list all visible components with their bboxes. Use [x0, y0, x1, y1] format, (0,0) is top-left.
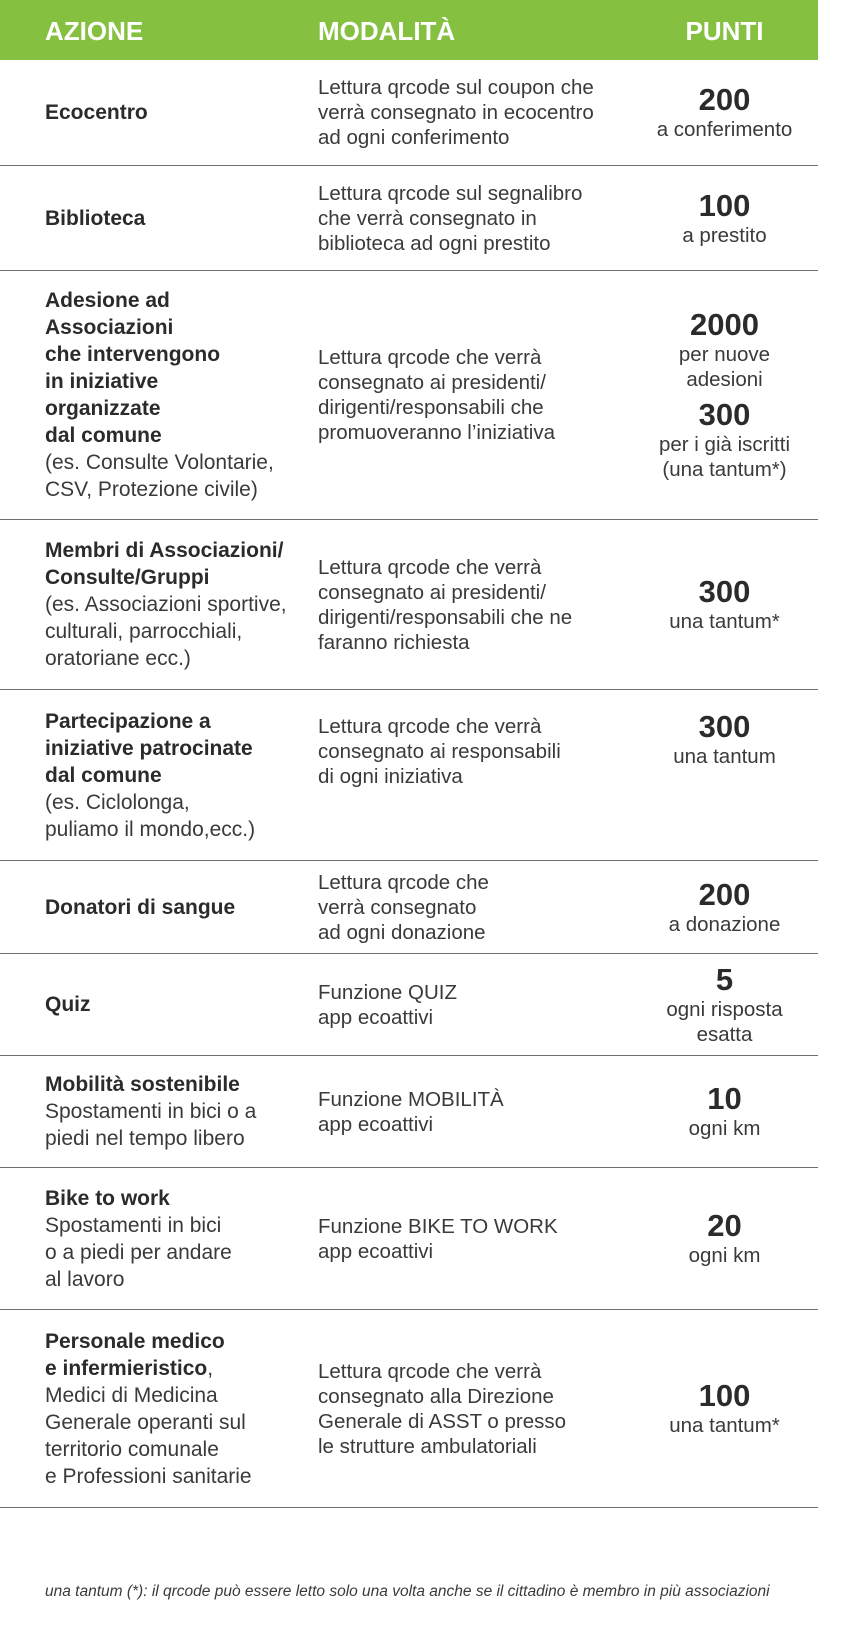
table-row: [0, 1056, 818, 1168]
punti-unit: una tantum: [673, 745, 776, 768]
azione-note: (es. Ciclolonga, puliamo il mondo,ecc.): [45, 790, 256, 841]
azione-title: Bike to work: [45, 1186, 170, 1210]
table-header: [0, 0, 818, 60]
table-row: [0, 1168, 818, 1310]
punti-unit: a prestito: [682, 223, 767, 247]
punti-cell: [612, 520, 837, 689]
azione-title: Membri di Associazioni/ Consulte/Gruppi: [45, 539, 284, 589]
azione-cell: [45, 1056, 307, 1167]
azione-title-line1: Personale medico: [45, 1329, 225, 1353]
azione-title: Ecocentro: [45, 101, 148, 124]
modalita-cell: Lettura qrcode che verrà consegnato alla Direzione Generale di ASST o presso le strutture ambulatoriali: [318, 1359, 567, 1458]
punti-value-2: 300: [698, 397, 751, 432]
punti-cell: [612, 954, 837, 1055]
modalita-cell: Lettura qrcode che verrà consegnato ad ogni donazione: [318, 870, 489, 944]
header-azione: AZIONE: [45, 16, 144, 46]
punti-value: 20: [707, 1208, 742, 1243]
azione-note: (es. Consulte Volontarie, CSV, Protezione civile): [45, 451, 274, 501]
punti-unit: ogni km: [688, 1244, 761, 1267]
azione-cell: [45, 520, 307, 689]
modalita-cell: Lettura qrcode che verrà consegnato ai presidenti/ dirigenti/responsabili che promuoveranno l’iniziativa: [318, 346, 556, 444]
punti-unit: ogni km: [688, 1117, 761, 1140]
azione-note: Spostamenti in bici o a piedi per andare al lavoro: [45, 1213, 232, 1291]
azione-title-line2: e infermieristico: [45, 1356, 208, 1380]
azione-cell: [45, 1168, 307, 1309]
punti-unit-2: per i già iscritti (una tantum*): [658, 433, 790, 481]
modalita-cell: Lettura qrcode che verrà consegnato ai responsabili di ogni iniziativa: [318, 715, 561, 788]
punti-value: 300: [698, 709, 751, 744]
punti-cell: [612, 60, 837, 165]
punti-value: 5: [715, 961, 734, 997]
punti-unit: a conferimento: [656, 118, 793, 141]
table-row: [0, 166, 818, 271]
punti-value: 10: [707, 1081, 742, 1116]
punti-value: 2000: [690, 307, 759, 342]
punti-cell: [612, 1310, 837, 1507]
azione-cell: [45, 271, 307, 519]
azione-title: Biblioteca: [45, 206, 146, 230]
table-row: [0, 954, 818, 1056]
azione-cell: [45, 1310, 307, 1507]
azione-cell: [45, 954, 307, 1055]
footnote: una tantum (*): il qrcode può essere letto solo una volta anche se il cittadino è membro in più associazioni: [45, 1583, 770, 1600]
punti-value: 200: [698, 82, 751, 117]
azione-title: Quiz: [45, 993, 91, 1016]
punti-unit: a donazione: [668, 912, 781, 936]
punti-value: 300: [698, 574, 751, 609]
punti-value: 100: [698, 1378, 751, 1413]
azione-comma: ,: [207, 1356, 214, 1380]
modalita-cell: Funzione QUIZ app ecoattivi: [318, 980, 457, 1029]
header-modalita: MODALITÀ: [318, 16, 456, 46]
modalita-cell: Lettura qrcode che verrà consegnato ai presidenti/ dirigenti/responsabili che ne faranno richiesta: [318, 555, 573, 654]
table-row: [0, 271, 818, 520]
punti-unit: una tantum*: [669, 1414, 780, 1437]
punti-cell: [612, 166, 837, 270]
punti-unit: ogni risposta esatta: [666, 997, 783, 1046]
azione-note: Medici di Medicina Generale operanti sul territorio comunale e Professioni sanitarie: [45, 1383, 252, 1488]
punti-value: 100: [698, 187, 751, 223]
azione-cell: [45, 690, 307, 860]
table-row: [0, 520, 818, 690]
azione-cell: [45, 166, 307, 270]
azione-note: Spostamenti in bici o a piedi nel tempo libero: [45, 1100, 257, 1150]
table-row: [0, 861, 818, 954]
modalita-cell: Lettura qrcode sul segnalibro che verrà consegnato in biblioteca ad ogni prestito: [318, 181, 583, 255]
punti-value: 200: [698, 876, 751, 912]
punti-cell: [612, 271, 837, 519]
modalita-cell: Funzione BIKE TO WORK app ecoattivi: [318, 1214, 558, 1263]
modalita-cell: Funzione MOBILITÀ app ecoattivi: [318, 1087, 504, 1136]
table-row: [0, 1310, 818, 1508]
azione-title: Adesione ad Associazioni che intervengono in iniziative organizzate dal comune: [45, 289, 221, 447]
header-punti: PUNTI: [685, 16, 764, 46]
table-row: [0, 690, 818, 861]
azione-title: [45, 1328, 307, 1382]
punti-cell: [612, 861, 837, 953]
punti-cell: [612, 690, 837, 860]
punti-cell: [612, 1056, 837, 1167]
azione-title: Mobilità sostenibile: [45, 1073, 240, 1096]
punti-unit: una tantum*: [669, 610, 780, 633]
punti-unit: per nuove adesioni: [678, 343, 771, 391]
azione-cell: [45, 861, 307, 953]
azione-cell: [45, 60, 307, 165]
table-row: [0, 60, 818, 166]
modalita-cell: Lettura qrcode sul coupon che verrà consegnato in ecocentro ad ogni conferimento: [318, 76, 594, 149]
punti-cell: [612, 1168, 837, 1309]
azione-note: (es. Associazioni sportive, culturali, parrocchiali, oratoriane ecc.): [45, 593, 287, 670]
azione-title: Donatori di sangue: [45, 895, 236, 919]
azione-title: Partecipazione a iniziative patrocinate dal comune: [45, 709, 253, 787]
